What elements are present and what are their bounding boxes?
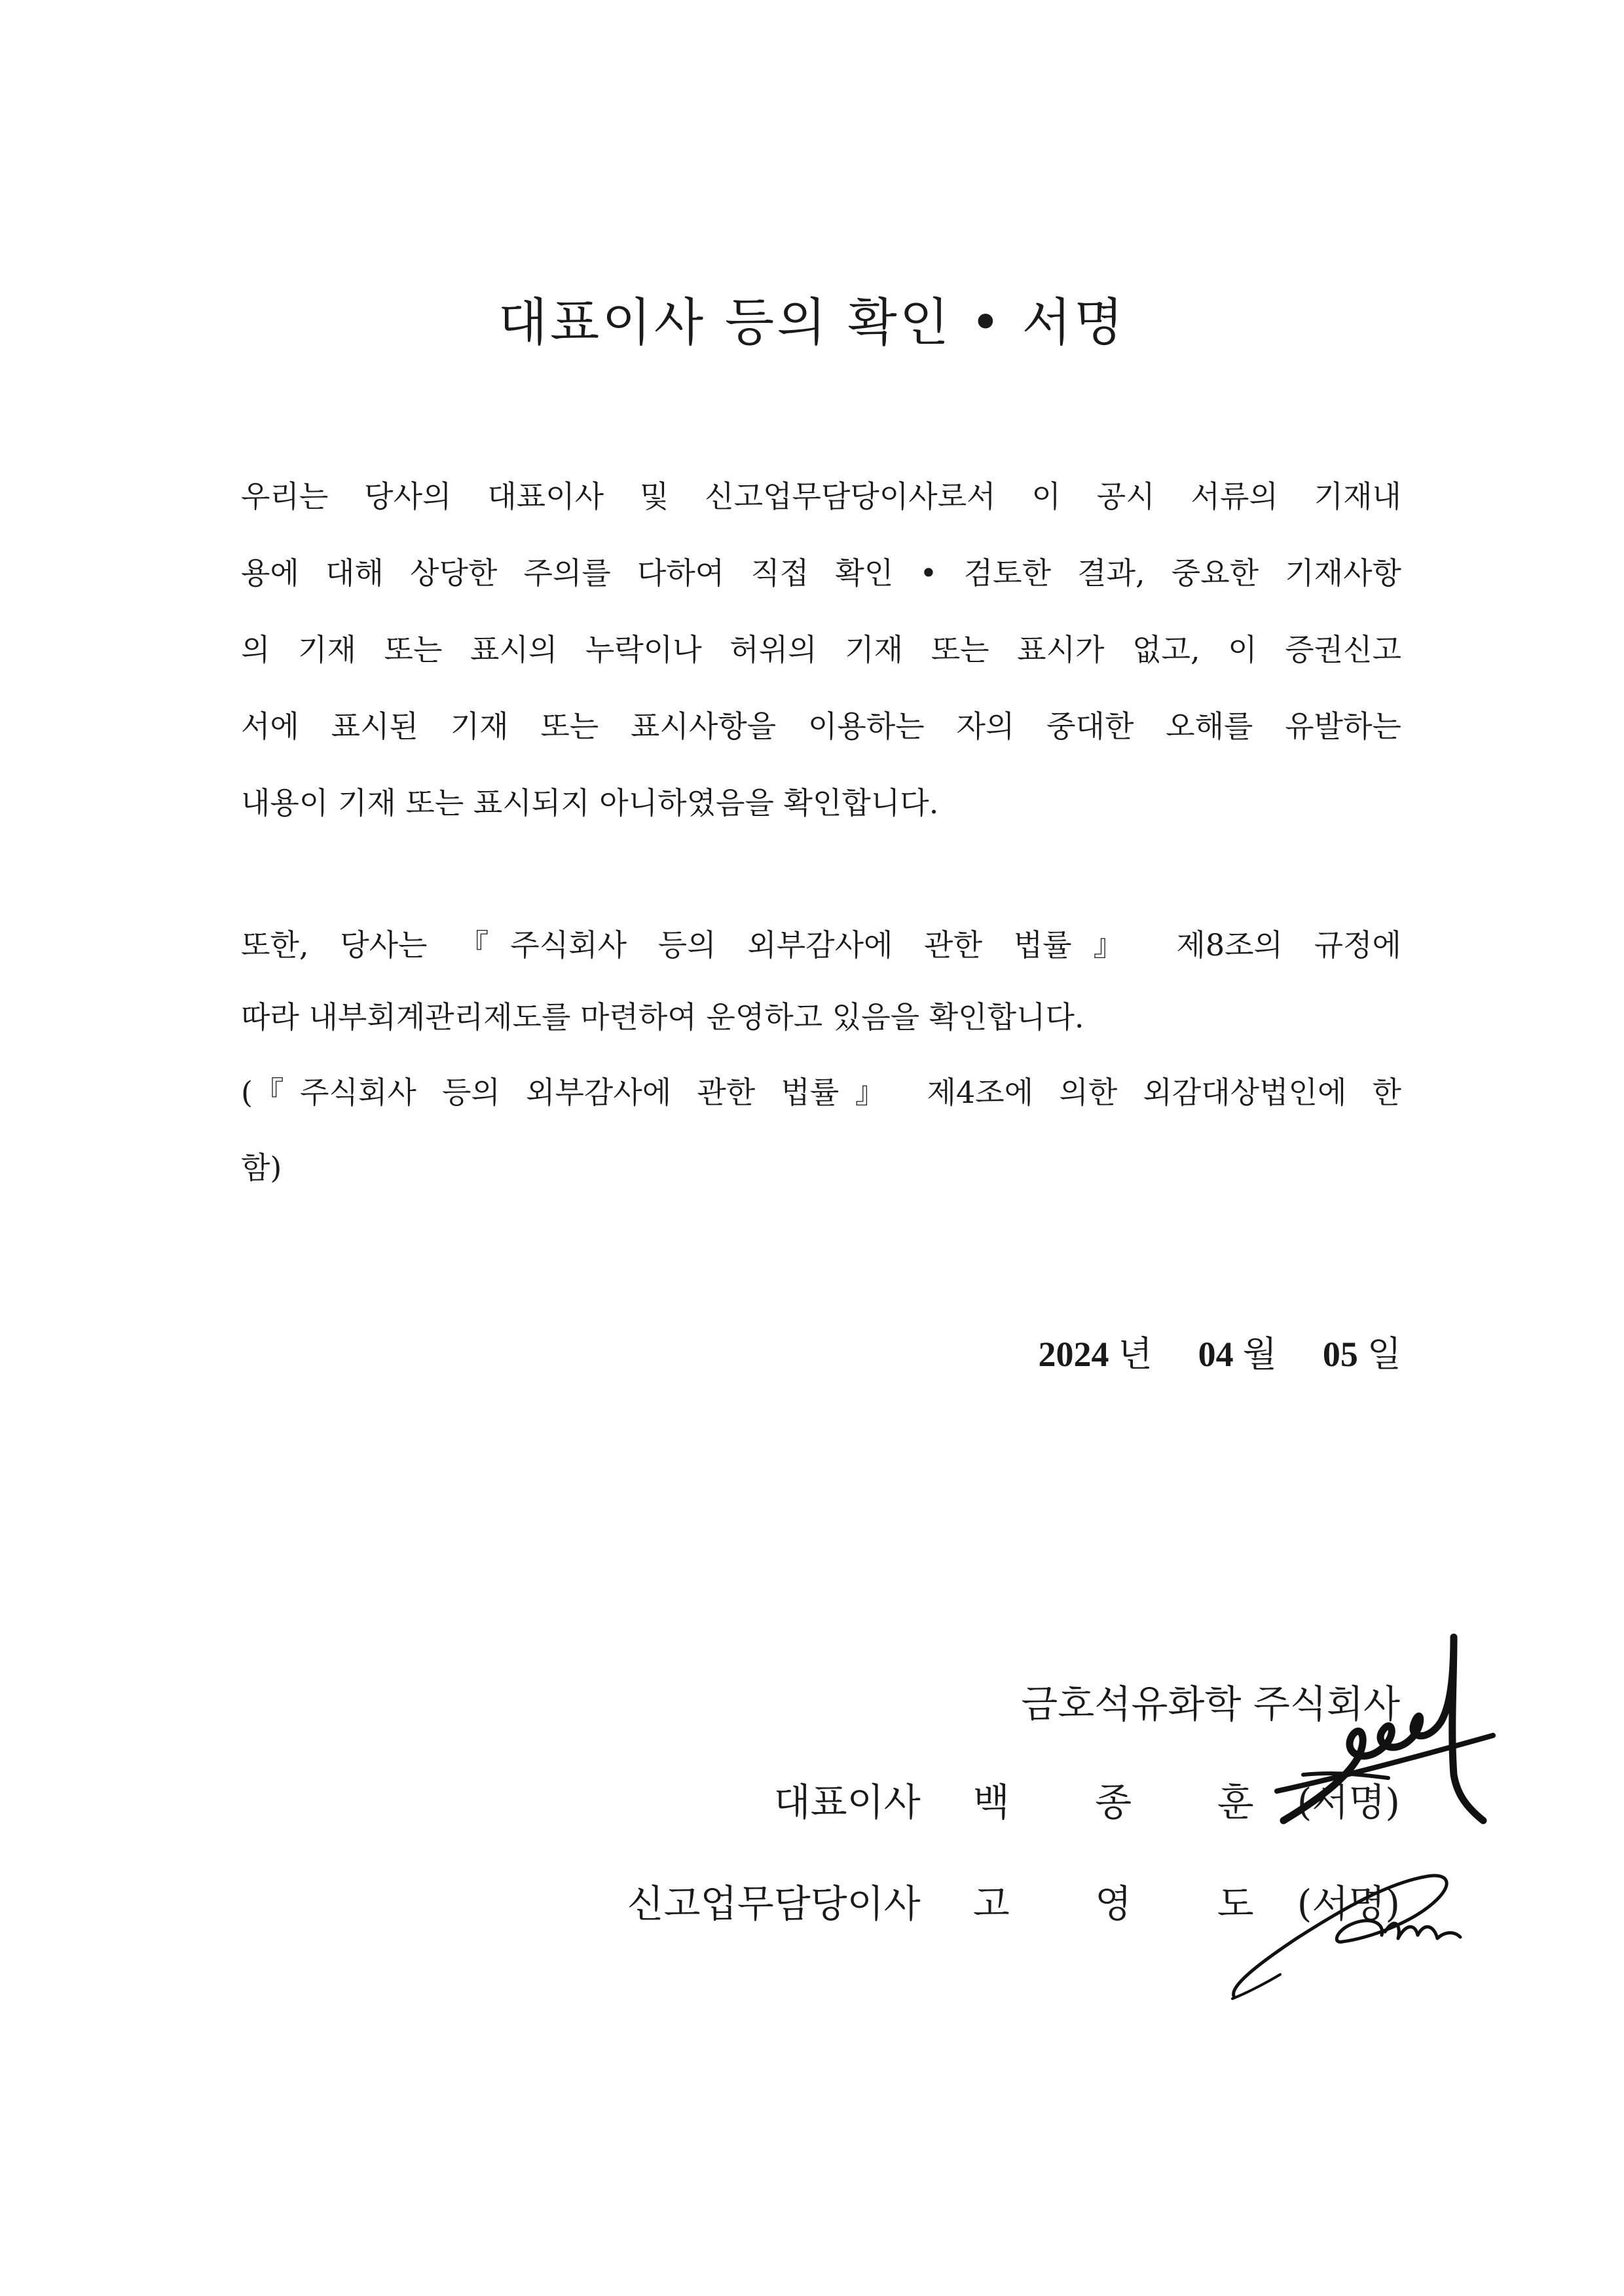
signer-ceo-mark: (서명)	[1297, 1780, 1400, 1824]
paragraph-2-line-3: (『주식회사 등의 외부감사에 관한 법률』 제4조에 의한 외감대상법인에 한	[241, 1075, 1401, 1110]
date-month: 04	[1198, 1335, 1234, 1374]
paragraph-1-line-4: 서에 표시된 기재 또는 표시사항을 이용하는 자의 중대한 오해를 유발하는	[241, 709, 1401, 744]
signer-ceo-name: 백 종 훈	[972, 1780, 1291, 1824]
signer-ceo-role: 대표이사	[773, 1780, 921, 1824]
date-day-unit: 일	[1367, 1333, 1401, 1375]
paragraph-1-line-1: 우리는 당사의 대표이사 및 신고업무담당이사로서 이 공시 서류의 기재내	[241, 479, 1401, 514]
paragraph-1-line-5: 내용이 기재 또는 표시되지 아니하였음을 확인합니다.	[241, 785, 939, 821]
paragraph-2-line-2: 따라 내부회계관리제도를 마련하여 운영하고 있음을 확인합니다.	[241, 999, 1084, 1035]
paragraph-2-line-4: 함)	[241, 1150, 282, 1185]
document-title: 대표이사 등의 확인 • 서명	[498, 293, 1126, 352]
date-day: 05	[1322, 1335, 1358, 1374]
reporting-director-handwritten-signature	[1218, 1853, 1493, 2010]
signer-reporting-director-name: 고 영 도	[972, 1881, 1291, 1926]
paragraph-1-line-3: 의 기재 또는 표시의 누락이나 허위의 기재 또는 표시가 없고, 이 증권신고	[241, 632, 1401, 667]
date-year: 2024	[1038, 1335, 1109, 1374]
document-date	[1038, 1326, 1401, 1377]
ceo-handwritten-signature	[1257, 1624, 1506, 1847]
paragraph-1-line-2: 용에 대해 상당한 주의를 다하여 직접 확인 • 검토한 결과, 중요한 기재사항	[241, 555, 1401, 591]
signer-reporting-director-mark: (서명)	[1297, 1881, 1400, 1926]
date-month-unit: 월	[1242, 1333, 1277, 1375]
paragraph-2-line-1: 또한, 당사는 『주식회사 등의 외부감사에 관한 법률』 제8조의 규정에	[241, 927, 1401, 963]
signer-reporting-director-role: 신고업무담당이사	[627, 1881, 921, 1926]
company-name: 금호석유화학 주식회사	[1021, 1682, 1400, 1726]
date-year-unit: 년	[1118, 1333, 1153, 1375]
